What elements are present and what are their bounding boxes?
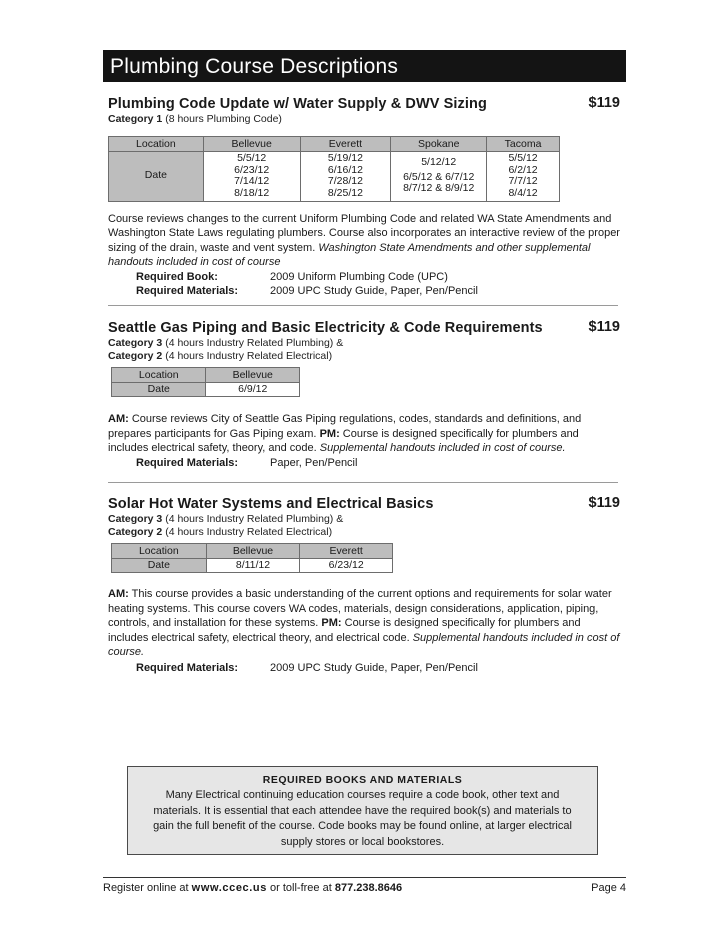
description-note: Supplemental handouts included in cost of course. [108, 631, 620, 658]
category-detail: (4 hours Industry Related Plumbing) & [165, 513, 344, 525]
footer-website-link[interactable]: www.ccec.us [191, 882, 267, 894]
date-cell: 6/23/12 [300, 559, 393, 573]
category-label: Category 3 [108, 513, 163, 525]
course-header [108, 495, 620, 513]
divider [108, 482, 618, 483]
footer-prefix: Register online at [103, 882, 189, 894]
course-seattle-gas-piping [108, 319, 620, 470]
course-category [108, 113, 620, 126]
course-title: Plumbing Code Update w/ Water Supply & DWV Sizing [108, 96, 487, 112]
required-value: 2009 UPC Study Guide, Paper, Pen/Pencil [270, 284, 478, 297]
category-detail: (8 hours Plumbing Code) [165, 113, 282, 125]
notice-title: REQUIRED BOOKS AND MATERIALS [262, 774, 463, 786]
date-header: Date [109, 151, 204, 201]
required-label: Required Materials: [136, 456, 239, 469]
date-value: 5/5/12 [508, 152, 538, 164]
am-text: Course reviews City of Seattle Gas Piping regulations, codes, standards and definitions, and prepares participants for Gas Piping exam. [108, 413, 582, 440]
location-cell: Everett [300, 136, 391, 151]
page-number: Page 4 [591, 882, 626, 894]
date-value: 8/25/12 [327, 186, 363, 199]
am-text: This course provides a basic understanding of the current options and requirements for solar water heating systems. This course covers WA codes, materials, design considerations, application, piping, controls, and installation for these systems. [108, 588, 612, 629]
required-label: Required Materials: [136, 661, 239, 674]
location-header: Location [112, 368, 206, 383]
date-value: 5/5/12 [237, 152, 267, 164]
required-materials [108, 661, 620, 675]
pm-text: Course is designed specifically for plumbers and includes electrical safety, theory, and code. [108, 427, 579, 454]
page-title: Plumbing Course Descriptions [110, 55, 399, 78]
category-detail: (4 hours Industry Related Electrical) [165, 349, 333, 362]
description-note: Supplemental handouts included in cost of course. [319, 442, 566, 454]
course-category [108, 337, 620, 350]
date-value: 6/2/12 [508, 163, 538, 176]
date-header: Date [112, 559, 207, 573]
category-label: Category 3 [108, 337, 163, 349]
date-value: 5/12/12 [421, 156, 457, 169]
divider [108, 305, 618, 306]
page-header [103, 50, 626, 82]
location-cell: Tacoma [487, 136, 560, 151]
course-solar-hot-water [108, 495, 620, 675]
required-materials [108, 456, 620, 470]
date-value: 8/18/12 [234, 186, 270, 199]
notice-text: Many Electrical continuing education courses require a code book, other text and materials. It is essential that each attendee have the required book(s) and materials to gain the full benefit of the course. Code books may be found online, at larger electrical supply stores or local bookstores. [153, 789, 572, 848]
date-cell [300, 151, 391, 201]
course-price: $119 [588, 319, 620, 335]
course-description [108, 587, 620, 660]
category-label: Category 2 [108, 525, 163, 538]
date-cell [487, 151, 560, 201]
date-row [112, 383, 300, 397]
location-cell: Bellevue [206, 368, 300, 383]
page-footer [103, 882, 626, 894]
category-detail: (4 hours Industry Related Plumbing) & [165, 337, 344, 349]
location-header: Location [112, 544, 207, 559]
course-category [108, 526, 620, 539]
schedule-table [108, 136, 560, 202]
required-books-notice [127, 766, 598, 855]
course-price: $119 [588, 95, 620, 111]
date-value: 7/7/12 [508, 175, 538, 187]
required-value: 2009 UPC Study Guide, Paper, Pen/Pencil [270, 661, 478, 674]
required-book [108, 270, 620, 284]
schedule-table [111, 543, 393, 573]
location-row [112, 544, 393, 559]
category-detail: (4 hours Industry Related Electrical) [165, 525, 333, 538]
course-description [108, 212, 620, 270]
date-value: 7/14/12 [234, 175, 270, 187]
course-price: $119 [588, 495, 620, 511]
course-title: Solar Hot Water Systems and Electrical Basics [108, 496, 434, 512]
required-materials [108, 284, 620, 298]
date-value: 7/28/12 [327, 175, 363, 187]
location-row [109, 136, 560, 151]
required-label: Required Book: [136, 270, 218, 283]
description-note: Washington State Amendments and other supplemental handouts included in cost of course [108, 241, 591, 268]
pm-label: PM: [321, 617, 342, 629]
date-row [112, 559, 393, 573]
date-header: Date [112, 383, 206, 397]
description-text: Course reviews changes to the current Uniform Plumbing Code and related WA State Amendments and Washington State Laws regulating plumbers. Course also incorporates an interactive review of the proper sizing of the drain, waste and vent system. [108, 212, 620, 254]
location-cell: Bellevue [206, 544, 300, 559]
required-value: Paper, Pen/Pencil [270, 456, 358, 469]
course-header [108, 95, 620, 113]
date-cell [203, 151, 300, 201]
date-value: 6/23/12 [234, 163, 270, 176]
date-cell: 8/11/12 [206, 559, 300, 573]
date-value: 8/4/12 [508, 186, 538, 199]
date-row [109, 151, 560, 201]
pm-text: Course is designed specifically for plumbers and includes electrical safety, electrical theory, and electrical code. [108, 617, 581, 644]
category-label: Category 2 [108, 349, 163, 362]
required-value: 2009 Uniform Plumbing Code (UPC) [270, 270, 448, 283]
date-value: 6/5/12 & 6/7/12 [403, 170, 475, 183]
location-header: Location [109, 136, 204, 151]
course-header [108, 319, 620, 337]
category-label: Category 1 [108, 113, 163, 125]
location-row [112, 368, 300, 383]
footer-middle-text: or toll-free at [270, 882, 332, 894]
schedule-table [111, 367, 300, 397]
location-cell: Everett [300, 544, 393, 559]
course-title: Seattle Gas Piping and Basic Electricity & Code Requirements [108, 320, 543, 336]
location-cell: Bellevue [203, 136, 300, 151]
location-cell: Spokane [391, 136, 487, 151]
pm-label: PM: [319, 427, 340, 440]
am-label: AM: [108, 588, 129, 600]
date-value: 8/7/12 & 8/9/12 [403, 182, 475, 195]
date-value: 5/19/12 [327, 152, 363, 164]
course-description [108, 412, 620, 456]
footer-divider [103, 877, 626, 878]
course-plumbing-code-update [108, 95, 620, 298]
date-cell: 6/9/12 [206, 383, 300, 397]
course-category [108, 350, 620, 363]
course-category [108, 513, 620, 526]
required-label: Required Materials: [136, 284, 239, 297]
date-cell [391, 151, 487, 201]
footer-phone: 877.238.8646 [334, 882, 403, 894]
am-label: AM: [108, 413, 129, 425]
date-value: 6/16/12 [327, 163, 363, 176]
